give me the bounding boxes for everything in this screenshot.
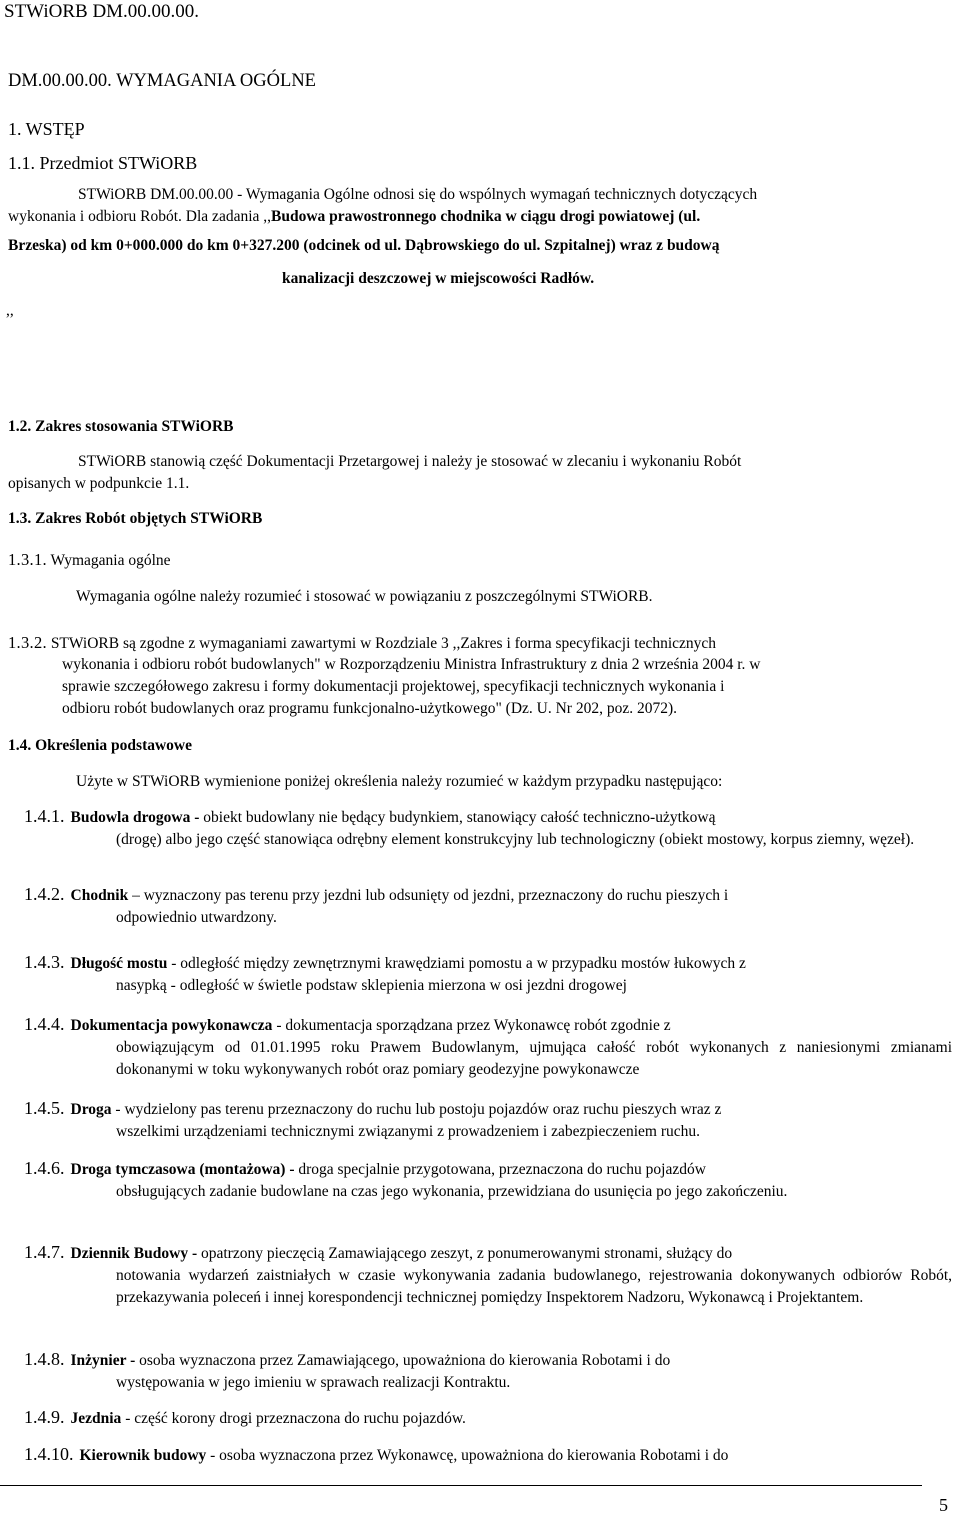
section-1-4-intro: Użyte w STWiORB wymienione poniżej określenia należy rozumieć w każdym przypadku następująco: — [76, 773, 723, 790]
definition-first-line: - wydzielony pas terenu przeznaczony do ruchu lub postoju pojazdów oraz ruchu pieszych wraz z — [111, 1101, 722, 1118]
section-1-3-label: 1.3. Zakres Robót objętych STWiORB — [8, 510, 263, 527]
definition-item — [24, 951, 956, 997]
definition-term: Kierownik budowy — [79, 1447, 207, 1464]
definition-term: Jezdnia — [70, 1410, 122, 1427]
section-1-3-heading — [8, 508, 262, 530]
section-1-2-line1: STWiORB stanowią część Dokumentacji Przetargowej i należy je stosować w zlecaniu i wykonaniu Robót — [78, 453, 742, 470]
section-1-1-line1: STWiORB DM.00.00.00 - Wymagania Ogólne odnosi się do wspólnych wymagań technicznych dotyczących — [78, 186, 758, 203]
definition-item — [24, 1443, 956, 1467]
definition-continuation: obowiązującym od 01.01.1995 roku Prawem Budowlanym, ujmująca całość robót wykonanych z naniesionymi zmianami dokonanymi w toku wykonywanych robót oraz pomiary geodezyjne powykonawcze — [116, 1039, 952, 1078]
section-1-2-line2: opisanych w podpunkcie 1.1. — [8, 475, 190, 492]
definition-term: Dokumentacja powykonawcza — [70, 1017, 273, 1034]
section-1-4-label: 1.4. Określenia podstawowe — [8, 737, 193, 754]
definition-item — [24, 1348, 956, 1394]
definition-first-line: - część korony drogi przeznaczona do ruchu pojazdów. — [121, 1410, 466, 1427]
section-1-1-line2 — [8, 206, 700, 228]
closing-quote: ,, — [6, 302, 14, 319]
task-name-part1: Budowa prawostronnego chodnika w ciągu drogi powiatowej (ul. — [271, 208, 701, 225]
definition-first-line: - dokumentacja sporządzana przez Wykonawcę robót zgodnie z — [272, 1017, 671, 1034]
section-1-2-heading — [8, 416, 234, 438]
section-1-1-line3 — [8, 235, 720, 257]
section-1-1-line4 — [282, 268, 594, 290]
section-1-3-2-number: 1.3.2. — [8, 633, 47, 652]
definition-first-line: opatrzony pieczęcią Zamawiającego zeszyt, z ponumerowanymi stronami, służący do — [197, 1245, 733, 1262]
definition-continuation: notowania wydarzeń zaistniałych w czasie wykonywania zadania budowlanego, rejestrowania dokonywanych odbiorów Robót, przekazywania poleceń i innej korespondencji technicznej pomiędzy Inspektorem Nadzoru, Wykonawcą i Projektantem. — [116, 1267, 952, 1306]
definition-continuation: obsługujących zadanie budowlane na czas jego wykonania, przewidziana do usunięcia po jego zakończeniu. — [116, 1183, 788, 1200]
definition-first-line: obiekt budowlany nie będący budynkiem, stanowiący całość techniczno-użytkową — [199, 809, 716, 826]
definition-continuation: (drogę) albo jego część stanowiąca odrębny element konstrukcyjny lub technologiczny (obiekt mostowy, korpus ziemny, węzeł). — [116, 831, 915, 848]
definition-term: Dziennik Budowy - — [70, 1245, 198, 1262]
definition-term: Budowla drogowa - — [70, 809, 200, 826]
definition-first-line: - osoba wyznaczona przez Wykonawcę, upoważniona do kierowania Robotami i do — [206, 1447, 729, 1464]
section-1-1-heading: 1.1. Przedmiot STWiORB — [8, 153, 198, 173]
definition-number: 1.4.6. — [24, 1158, 65, 1178]
definition-number: 1.4.4. — [24, 1014, 65, 1034]
definition-term: Droga — [70, 1101, 112, 1118]
definition-continuation: nasypką - odległość w świetle podstaw sklepienia mierzona w osi jezdni drogowej — [116, 977, 627, 994]
definition-item — [24, 1097, 956, 1143]
definition-number: 1.4.9. — [24, 1407, 65, 1427]
definition-item — [24, 1241, 956, 1309]
section-1-4-heading — [8, 735, 192, 757]
footer-rule — [0, 1485, 922, 1486]
section-1-3-2-line4: odbioru robót budowlanych oraz programu funkcjonalno-użytkowego" (Dz. U. Nr 202, poz. 2072). — [62, 700, 677, 717]
definition-continuation: odpowiednio utwardzony. — [116, 909, 277, 926]
running-header: STWiORB DM.00.00.00. — [4, 1, 200, 22]
page-number: 5 — [939, 1495, 948, 1515]
definition-item — [24, 805, 956, 851]
section-1-3-1-text: Wymagania ogólne należy rozumieć i stosować w powiązaniu z poszczególnymi STWiORB. — [76, 588, 653, 605]
section-1-3-1-label: Wymagania ogólne — [50, 552, 171, 569]
definition-first-line: osoba wyznaczona przez Zamawiającego, upoważniona do kierowania Robotami i do — [135, 1352, 671, 1369]
definition-first-line: - odległość między zewnętrznymi krawędziami pomostu a w przypadku mostów łukowych z — [167, 955, 746, 972]
section-1-3-1-heading — [8, 549, 171, 572]
definition-item — [24, 1406, 956, 1430]
definition-number: 1.4.1. — [24, 806, 65, 826]
definition-number: 1.4.7. — [24, 1242, 65, 1262]
section-1-3-2-first: STWiORB są zgodne z wymaganiami zawartymi w Rozdziale 3 ,,Zakres i forma specyfikacji technicznych — [50, 635, 717, 652]
document-title: DM.00.00.00. WYMAGANIA OGÓLNE — [8, 71, 316, 91]
section-1-3-2-line2: wykonania i odbioru robót budowlanych" w Rozporządzeniu Ministra Infrastruktury z dnia 2 września 2004 r. w — [62, 656, 761, 673]
definition-item — [24, 883, 956, 929]
section-1-2-label: 1.2. Zakres stosowania STWiORB — [8, 418, 234, 435]
definition-term: Długość mostu — [70, 955, 168, 972]
section-1-3-1-number: 1.3.1. — [8, 550, 47, 569]
definition-number: 1.4.2. — [24, 884, 65, 904]
definition-continuation: wszelkimi urządzeniami technicznymi związanymi z prowadzeniem i zabezpieczeniem ruchu. — [116, 1123, 700, 1140]
definition-number: 1.4.8. — [24, 1349, 65, 1369]
definition-term: Inżynier - — [70, 1352, 136, 1369]
task-name-part2: Brzeska) od km 0+000.000 do km 0+327.200 (odcinek od ul. Dąbrowskiego do ul. Szpitalnej) wraz z budową — [8, 237, 720, 254]
section-1-3-2-line3: sprawie szczegółowego zakresu i formy dokumentacji projektowej, specyfikacji technicznych wykonania i — [62, 678, 725, 695]
section-1-heading: 1. WSTĘP — [8, 119, 85, 139]
definition-number: 1.4.5. — [24, 1098, 65, 1118]
definition-first-line: droga specjalnie przygotowana, przeznaczona do ruchu pojazdów — [294, 1161, 706, 1178]
definition-number: 1.4.3. — [24, 952, 65, 972]
definition-term: Droga tymczasowa (montażowa) - — [70, 1161, 295, 1178]
definition-term: Chodnik — [70, 887, 129, 904]
task-name-part3: kanalizacji deszczowej w miejscowości Radłów. — [282, 270, 595, 287]
definition-item — [24, 1157, 956, 1203]
section-1-3-2-line1 — [8, 632, 716, 655]
definition-number: 1.4.10. — [24, 1444, 74, 1464]
definition-continuation: występowania w jego imieniu w sprawach realizacji Kontraktu. — [116, 1374, 511, 1391]
definition-item — [24, 1013, 956, 1081]
definition-first-line: – wyznaczony pas terenu przy jezdni lub odsunięty od jezdni, przeznaczony do ruchu pieszych i — [128, 887, 729, 904]
section-1-1-line2-plain: wykonania i odbioru Robót. Dla zadania ,, — [8, 208, 272, 225]
